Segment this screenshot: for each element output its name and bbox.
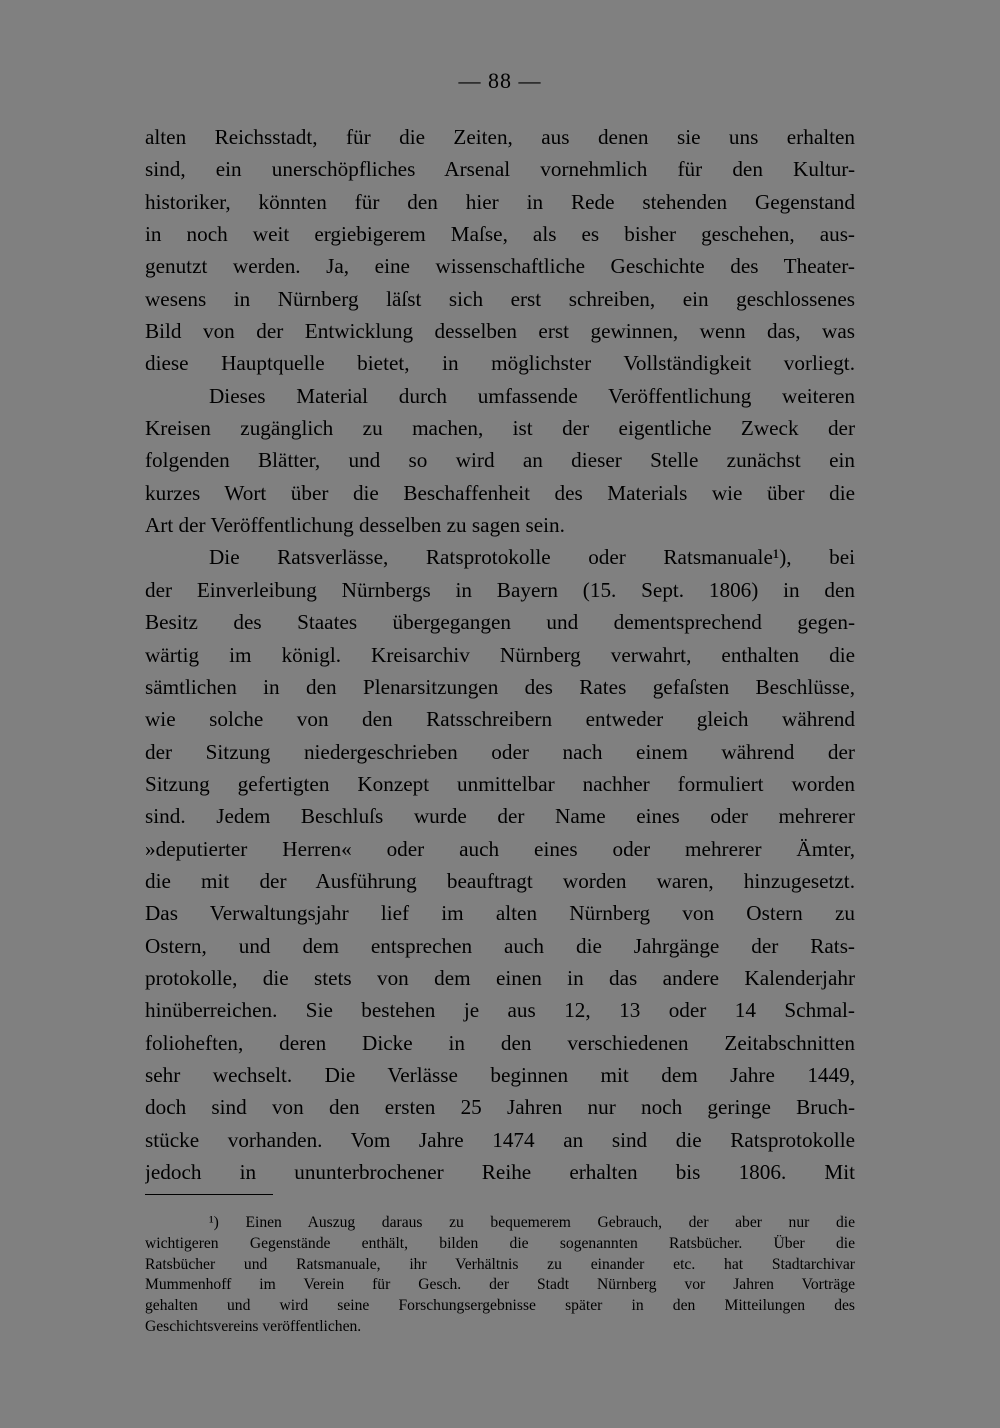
body-line: Die Ratsverlässe, Ratsprotokolle oder Ratsmanuale¹), bei [209,545,855,570]
body-line: Bild von der Entwicklung desselben erst gewinnen, wenn das, was [145,319,855,344]
body-line: genutzt werden. Ja, eine wissenschaftliche Geschichte des Theater- [145,254,855,279]
body-line: Sitzung gefertigten Konzept unmittelbar nachher formuliert worden [145,771,855,796]
body-line: stücke vorhanden. Vom Jahre 1474 an sind die Ratsprotokolle [145,1127,855,1152]
footnotes [145,1213,855,1338]
body-line: sämtlichen in den Plenarsitzungen des Rates gefaſsten Beschlüsse, [145,674,855,699]
body-line: »deputierter Herren« oder auch eines oder mehrerer Ämter, [145,836,855,861]
body-line: jedoch in ununterbrochener Reihe erhalten bis 1806. Mit [145,1160,855,1184]
page-number: — 88 — [458,68,542,93]
body-line: sehr wechselt. Die Verlässe beginnen mit dem Jahre 1449, [145,1062,855,1087]
body-line: Art der Veröffentlichung desselben zu sagen sein. [145,513,565,538]
body-line: Das Verwaltungsjahr lief im alten Nürnberg von Ostern zu [145,901,855,926]
body-line: wie solche von den Ratsschreibern entweder gleich während [145,707,855,732]
body-line: historiker, könnten für den hier in Rede stehenden Gegenstand [145,189,855,214]
body-line: alten Reichsstadt, für die Zeiten, aus denen sie uns erhalten [145,125,855,149]
body-line: hinüberreichen. Sie bestehen je aus 12, 13 oder 14 Schmal- [145,998,855,1023]
body-line: Kreisen zugänglich zu machen, ist der eigentliche Zweck der [145,416,855,441]
body-line: Dieses Material durch umfassende Veröffentlichung weiteren [209,383,855,408]
body-line: in noch weit ergiebigerem Maſse, als es bisher geschehen, aus- [145,222,855,247]
body-line: der Einverleibung Nürnbergs in Bayern (15. Sept. 1806) in den [145,577,855,602]
footnote-line: wichtigeren Gegenstände enthält, bilden die sogenannten Ratsbücher. Über die [145,1234,855,1252]
body-line: Ostern, und dem entsprechen auch die Jahrgänge der Rats- [145,933,855,958]
footnote-line: gehalten und wird seine Forschungsergebnisse später in den Mitteilungen des [145,1297,855,1315]
footnote-line: Mummenhoff im Verein für Gesch. der Stadt Nürnberg vor Jahren Vorträge [145,1276,855,1294]
body-line: Besitz des Staates übergegangen und dementsprechend gegen- [145,610,855,635]
body-line: wesens in Nürnberg läſst sich erst schreiben, ein geschlossenes [145,286,855,311]
footnote-line: Ratsbücher und Ratsmanuale, ihr Verhältnis zu einander etc. hat Stadtarchivar [145,1255,855,1273]
body-line: diese Hauptquelle bietet, in möglichster Vollständigkeit vorliegt. [145,351,855,376]
body-line: protokolle, die stets von dem einen in das andere Kalenderjahr [145,965,855,990]
body-line: sind, ein unerschöpfliches Arsenal vornehmlich für den Kultur- [145,157,855,182]
body-line: folioheften, deren Dicke in den verschiedenen Zeitabschnitten [145,1030,855,1055]
body-line: der Sitzung niedergeschrieben oder nach einem während der [145,739,855,764]
footnote-divider [145,1194,273,1195]
body-line: doch sind von den ersten 25 Jahren nur noch geringe Bruch- [145,1095,855,1120]
footnote-line: Geschichtsvereins veröffentlichen. [145,1317,362,1335]
body-line: die mit der Ausführung beauftragt worden waren, hinzugesetzt. [145,868,855,893]
footnote-line: ¹) Einen Auszug daraus zu bequemerem Gebrauch, der aber nur die [209,1214,855,1231]
body-text [145,121,855,1188]
body-line: kurzes Wort über die Beschaffenheit des Materials wie über die [145,480,855,505]
body-line: folgenden Blätter, und so wird an dieser Stelle zunächst ein [145,448,855,473]
body-line: sind. Jedem Beschluſs wurde der Name eines oder mehrerer [145,804,855,829]
body-line: wärtig im königl. Kreisarchiv Nürnberg verwahrt, enthalten die [145,642,855,667]
